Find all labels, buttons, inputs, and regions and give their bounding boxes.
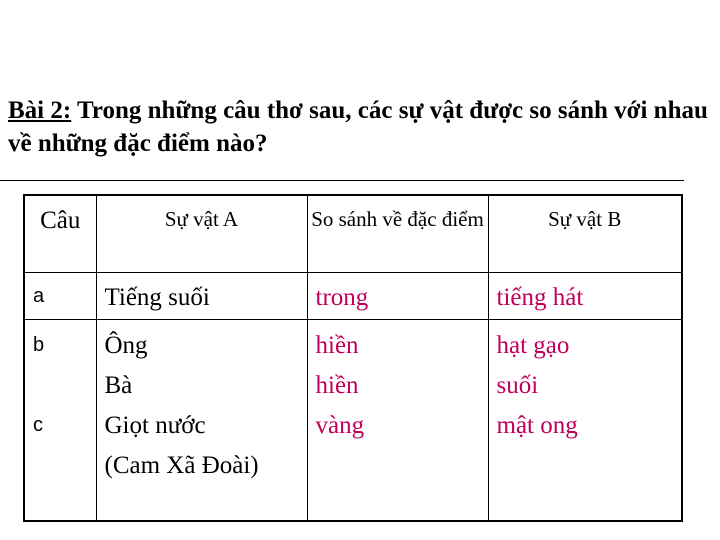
thing-b-cell xyxy=(488,273,682,320)
exercise-question xyxy=(8,94,708,160)
comparison-table xyxy=(23,194,683,522)
exercise-label: Bài 2: xyxy=(8,97,72,124)
feature-line: vàng xyxy=(315,412,365,439)
row-letter-b: b xyxy=(33,334,45,356)
header-thing-a: Sự vật A xyxy=(96,195,307,273)
thing-a-line: (Cam Xã Đoài) xyxy=(104,452,259,479)
feature-line: hiền xyxy=(315,332,359,359)
table-row xyxy=(24,320,682,522)
header-cau: Câu xyxy=(24,195,96,273)
thing-b-line: hạt gạo xyxy=(496,332,570,359)
thing-b-values xyxy=(489,320,682,446)
thing-a-values xyxy=(97,320,307,486)
thing-b-value: tiếng hát xyxy=(496,284,584,311)
row-letter-cell xyxy=(24,320,96,522)
row-letter-c: c xyxy=(33,414,43,436)
thing-a-value: Tiếng suối xyxy=(104,284,210,311)
feature-cell xyxy=(307,320,488,522)
thing-a-cell xyxy=(96,273,307,320)
thing-b-cell xyxy=(488,320,682,522)
row-letter-a: a xyxy=(33,285,45,307)
row-letter-cell xyxy=(24,273,96,320)
feature-value: trong xyxy=(315,284,369,311)
feature-line: hiền xyxy=(315,372,359,399)
header-thing-b: Sự vật B xyxy=(488,195,682,273)
thing-b-line: mật ong xyxy=(496,412,578,439)
feature-cell xyxy=(307,273,488,320)
row-letters xyxy=(25,320,96,437)
divider-line xyxy=(0,180,684,181)
thing-a-cell xyxy=(96,320,307,522)
thing-b-line: suối xyxy=(496,372,539,399)
exercise-prompt: Trong những câu thơ sau, các sự vật được so sánh với nhau về những đặc điểm nào? xyxy=(8,97,708,157)
thing-a-line: Ông xyxy=(104,332,148,359)
thing-a-line: Bà xyxy=(104,372,133,399)
table-header-row xyxy=(24,195,682,273)
table-row xyxy=(24,273,682,320)
feature-values xyxy=(308,320,488,446)
thing-a-line: Giọt nước xyxy=(104,412,206,439)
header-feature: So sánh về đặc điểm xyxy=(307,195,488,273)
